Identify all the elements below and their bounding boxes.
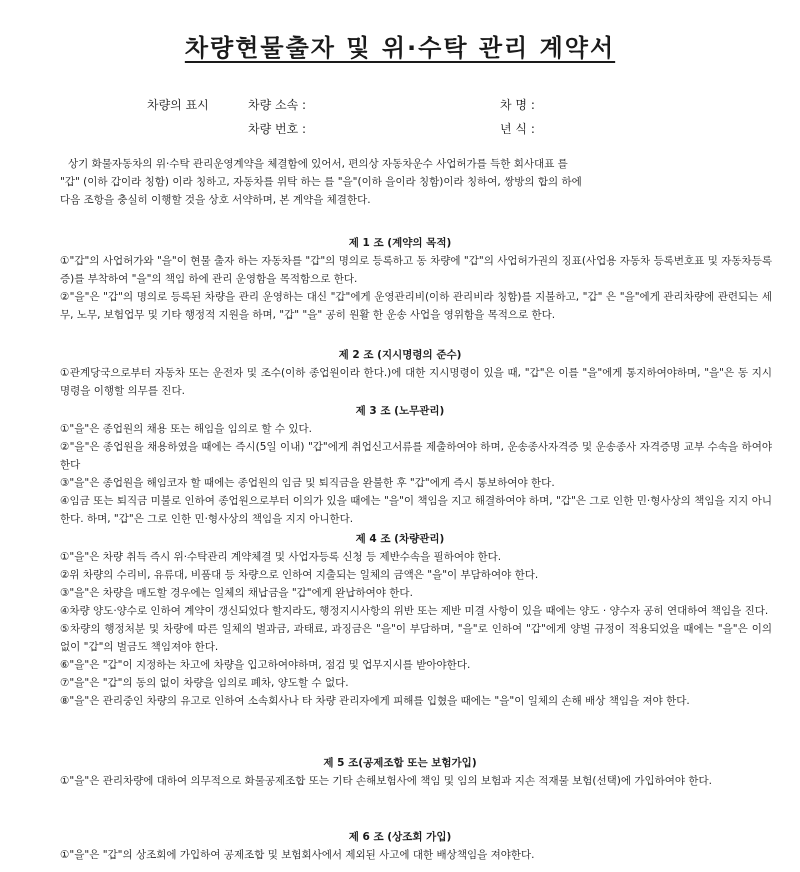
article-heading: 제 4 조 (차량관리) [355, 533, 445, 545]
article-clause: ④차량 양도·양수로 인하여 계약이 갱신되었다 할지라도, 행정지시사항의 위반 또는 제반 미결 사항이 있을 때에는 양도 · 양수자 공히 연대하여 책임을 진다. [60, 605, 769, 617]
article-3 [0, 402, 800, 528]
article-1 [0, 234, 800, 324]
article-clause: ①"을"은 차량 취득 즉시 위·수탁관리 계약체결 및 사업자등록 신청 등 제반수속을 필하여야 한다. [60, 551, 502, 563]
document-title [0, 28, 800, 63]
article-heading: 제 3 조 (노무관리) [355, 405, 445, 417]
article-clause: ⑦"을"은 "갑"의 동의 없이 차량을 임의로 폐차, 양도할 수 없다. [60, 677, 349, 689]
article-clause: ⑤차량의 행정처분 및 차량에 따른 일체의 벌과금, 과태료, 과징금은 "을"이 부담하며, "을"로 인하여 "갑"에게 양벌 규정이 적용되었을 때에는 "을"은 이의 없이 "갑"의 벌금도 책임져야 한다. [60, 623, 772, 653]
vehicle-info-label: 차량의 표시 [147, 98, 209, 112]
vehicle-affiliation-label: 차량 소속 : [248, 98, 307, 112]
intro-line: 다음 조항을 충실히 이행할 것을 상호 서약하며, 본 계약을 체결한다. [60, 194, 371, 206]
article-5 [0, 754, 800, 790]
article-4 [0, 530, 800, 710]
vehicle-number-label: 차량 번호 : [248, 122, 307, 136]
intro-line: 상기 화물자동차의 위·수탁 관리운영계약을 체결함에 있어서, 편의상 자동차운수 사업허가를 득한 회사대표 를 [68, 158, 568, 170]
article-clause: ①관계당국으로부터 자동차 또는 운전자 및 조수(이하 종업원이라 한다.)에 대한 지시명령이 있을 때, "갑"은 이를 "을"에게 통지하여야하며, "을"은 동 지시명령을 이행할 의무를 진다. [60, 367, 772, 397]
article-clause: ③"을"은 차량을 매도할 경우에는 일체의 채납금을 "갑"에게 완납하여야 한다. [60, 587, 413, 599]
document-title-text: 차량현물출자 및 위·수탁 관리 계약서 [184, 34, 616, 62]
intro-line: "갑" (이하 갑이라 칭함) 이라 칭하고, 자동차를 위탁 하는 를 "을"(이하 을이라 칭함)이라 칭하여, 쌍방의 합의 하에 [60, 176, 582, 188]
article-2 [0, 346, 800, 400]
article-clause: ⑧"을"은 관리중인 차량의 유고로 인하여 소속회사나 타 차량 관리자에게 피해를 입혔을 때에는 "을"이 일체의 손해 배상 책임을 져야 한다. [60, 695, 690, 707]
article-clause: ②"을"은 "갑"의 명의로 등록된 차량을 관리 운영하는 대신 "갑"에게 운영관리비(이하 관리비라 칭함)를 지불하고, "갑" 은 "을"에게 관리차량에 관련되는 세무, 노무, 보험업무 및 기타 행정적 지원을 하며, "갑" "을" 공히 원활 한 운송 사업을 영위함을 목적으로 한다. [60, 291, 772, 321]
article-heading: 제 1 조 (계약의 목적) [348, 237, 452, 249]
article-clause: ①"을"은 종업원의 채용 또는 해임을 임의로 할 수 있다. [60, 423, 312, 435]
article-clause: ③"을"은 종업원을 해임코자 할 때에는 종업원의 임금 및 퇴직금을 완불한 후 "갑"에게 즉시 통보하여야 한다. [60, 477, 555, 489]
article-clause: ②위 차량의 수리비, 유류대, 비품대 등 차량으로 인하여 지출되는 일체의 금액은 "을"이 부담하여야 한다. [60, 569, 539, 581]
article-heading: 제 6 조 (상조회 가입) [348, 831, 452, 843]
article-clause: ①"갑"의 사업허가와 "을"이 현물 출자 하는 자동차를 "갑"의 명의로 등록하고 동 차량에 "갑"의 사업허가권의 징표(사업용 자동차 등록번호표 및 자동차등록증)를 부착하여 "을"의 책임 하에 관리 운영함을 목적함으로 한다. [60, 255, 772, 285]
article-clause: ①"을"은 "갑"의 상조회에 가입하여 공제조합 및 보험회사에서 제외된 사고에 대한 배상책임을 져야한다. [60, 849, 535, 861]
article-6 [0, 828, 800, 864]
article-heading: 제 5 조(공제조합 또는 보험가입) [323, 757, 477, 769]
vehicle-name-label: 차 명 : [500, 98, 535, 112]
article-clause: ⑥"을"은 "갑"이 지정하는 차고에 차량을 입고하여야하며, 점검 및 업무지시를 받아야한다. [60, 659, 471, 671]
article-clause: ①"을"은 관리차량에 대하여 의무적으로 화물공제조합 또는 기타 손해보험사에 책임 및 임의 보험과 지손 적재물 보험(선택)에 가입하여야 한다. [60, 775, 713, 787]
article-clause: ④임금 또는 퇴직금 미불로 인하여 종업원으로부터 이의가 있을 때에는 "을"이 책임을 지고 해결하여야 하며, "갑"은 그로 인한 민·형사상의 책임을 지지 아니한다. 하며, "갑"은 그로 인한 민·형사상의 책임을 지지 아니한다. [60, 495, 772, 525]
article-clause: ②"을"은 종업원을 채용하였을 때에는 즉시(5일 이내) "갑"에게 취업신고서류를 제출하여야 하며, 운송종사자격증 및 운송종사 자격증명 교부 수속을 하여야한다 [60, 441, 772, 471]
intro-paragraph [60, 155, 770, 209]
article-heading: 제 2 조 (지시명령의 준수) [338, 349, 462, 361]
vehicle-model-year-label: 년 식 : [500, 122, 535, 136]
